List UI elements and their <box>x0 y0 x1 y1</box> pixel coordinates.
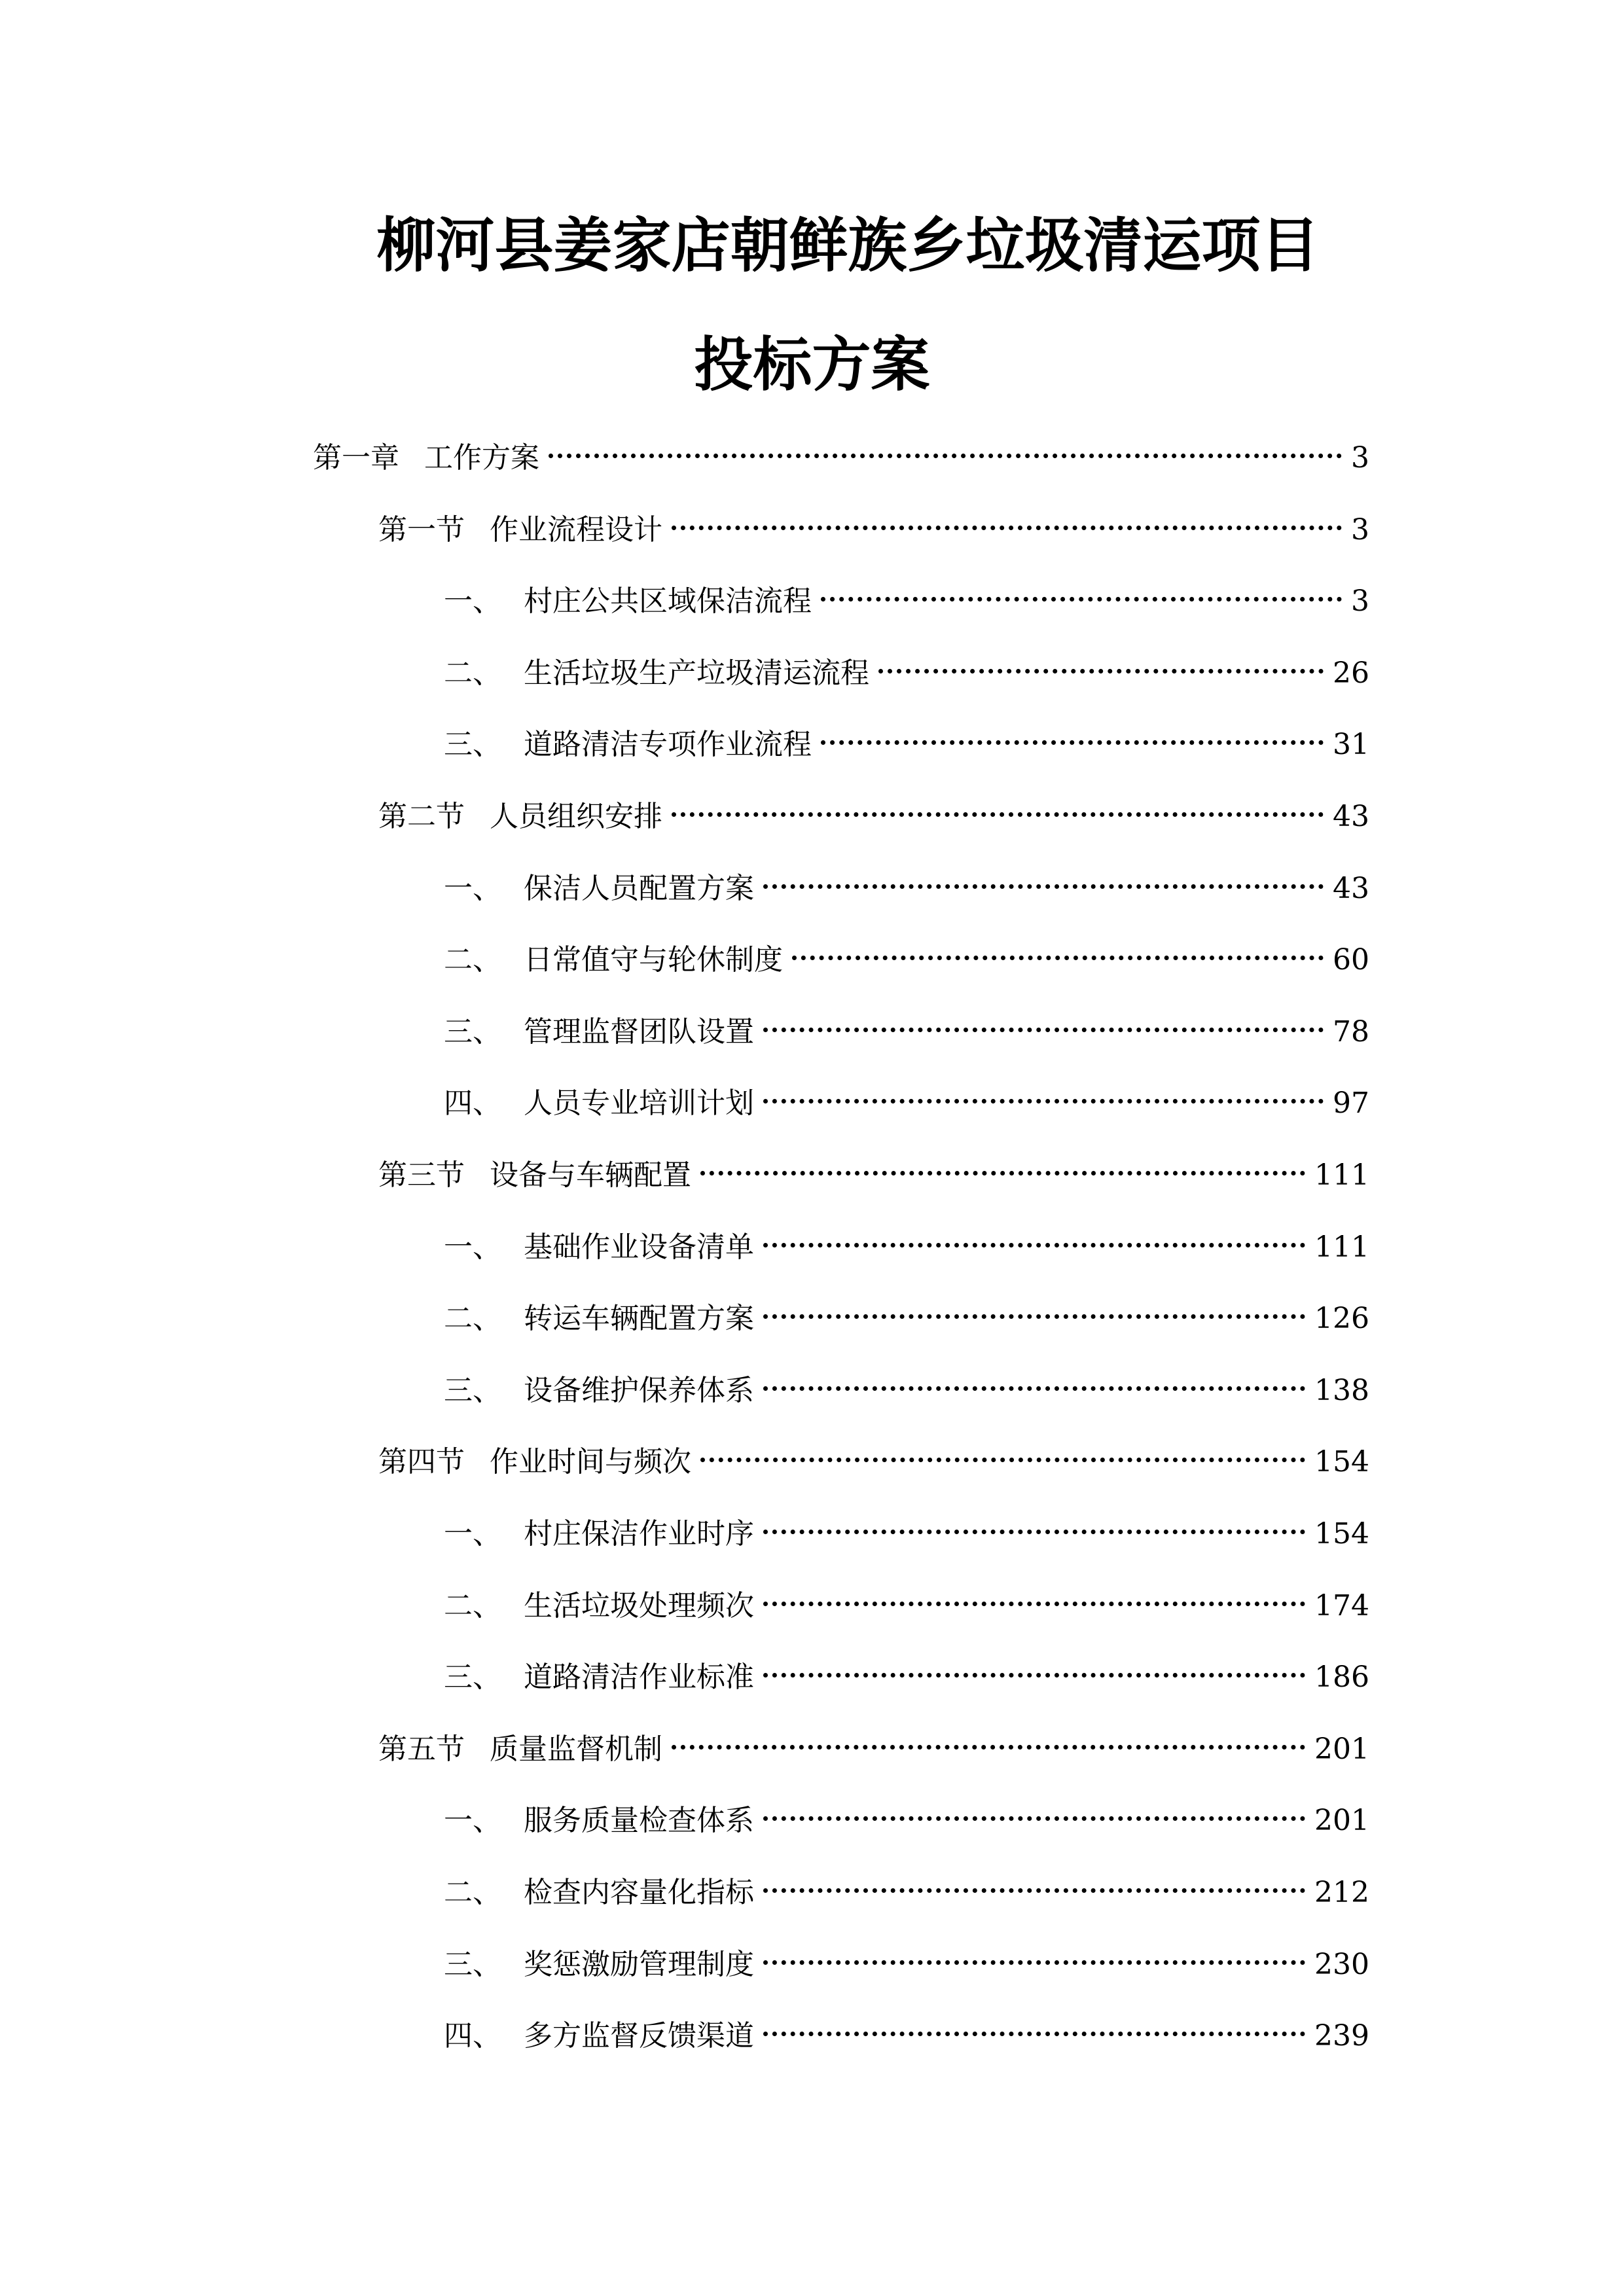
toc-entry-prefix: 二、 <box>444 656 501 690</box>
toc-dot-leader <box>763 1028 1324 1032</box>
toc-entry-title: 人员组织安排 <box>490 800 662 833</box>
toc-entry-title: 基础作业设备清单 <box>524 1230 754 1264</box>
toc-dot-leader <box>763 1960 1305 1965</box>
toc-dot-leader <box>763 1386 1305 1391</box>
toc-entry-prefix: 四、 <box>444 2019 501 2053</box>
toc-entry-prefix: 二、 <box>444 1588 501 1623</box>
toc-entry-prefix: 第二节 <box>378 800 465 833</box>
toc-entry-page-number: 3 <box>1351 441 1369 475</box>
toc-dot-leader <box>792 956 1324 960</box>
toc-entry-prefix: 二、 <box>444 1876 501 1909</box>
toc-entry-prefix: 第一节 <box>378 512 465 547</box>
toc-entry-prefix: 三、 <box>444 728 501 762</box>
toc-dot-leader <box>878 669 1324 673</box>
toc-entry[interactable] <box>378 504 1369 556</box>
toc-entry-title: 设备与车辆配置 <box>490 1158 691 1192</box>
toc-entry-title: 管理监督团队设置 <box>524 1014 754 1049</box>
toc-entry-prefix: 一、 <box>444 1804 501 1838</box>
toc-entry-page-number: 201 <box>1314 1804 1369 1838</box>
toc-entry-prefix: 三、 <box>444 1660 501 1695</box>
toc-entry-title: 多方监督反馈渠道 <box>524 2019 754 2053</box>
toc-entry-prefix: 第四节 <box>378 1445 465 1479</box>
toc-entry-title: 工作方案 <box>424 441 539 475</box>
toc-entry[interactable] <box>444 1651 1369 1704</box>
toc-entry-page-number: 111 <box>1314 1158 1369 1192</box>
toc-entry-prefix: 二、 <box>444 1302 501 1336</box>
toc-entry-title: 服务质量检查体系 <box>524 1804 754 1838</box>
toc-entry[interactable] <box>444 863 1369 915</box>
toc-entry-page-number: 239 <box>1314 2019 1369 2053</box>
toc-entry-page-number: 212 <box>1314 1876 1369 1909</box>
toc-entry[interactable] <box>444 1580 1369 1632</box>
toc-entry[interactable] <box>444 1939 1369 1991</box>
toc-entry[interactable] <box>444 1006 1369 1058</box>
toc-entry-prefix: 第一章 <box>313 441 399 475</box>
toc-entry-prefix: 一、 <box>444 1517 501 1551</box>
toc-entry[interactable] <box>444 719 1369 771</box>
toc-entry-page-number: 154 <box>1314 1445 1369 1479</box>
toc-entry-prefix: 第五节 <box>378 1732 465 1766</box>
toc-entry[interactable] <box>444 1077 1369 1130</box>
toc-entry-page-number: 97 <box>1333 1086 1369 1121</box>
toc-entry-title: 道路清洁作业标准 <box>524 1660 754 1695</box>
toc-entry-page-number: 78 <box>1333 1014 1369 1049</box>
toc-entry[interactable] <box>444 1365 1369 1417</box>
toc-entry[interactable] <box>378 791 1369 843</box>
toc-entry[interactable] <box>444 647 1369 700</box>
toc-entry-page-number: 3 <box>1351 512 1369 547</box>
toc-entry-page-number: 43 <box>1333 800 1369 833</box>
toc-dot-leader <box>821 740 1324 745</box>
toc-dot-leader <box>821 597 1342 601</box>
toc-entry-prefix: 二、 <box>444 943 501 977</box>
toc-entry-prefix: 一、 <box>444 1230 501 1264</box>
toc-entry-page-number: 111 <box>1314 1230 1369 1264</box>
toc-entry-title: 质量监督机制 <box>490 1732 662 1766</box>
toc-entry[interactable] <box>444 1867 1369 1919</box>
toc-dot-leader <box>700 1171 1305 1175</box>
toc-entry-page-number: 230 <box>1314 1947 1369 1981</box>
toc-dot-leader <box>763 1602 1305 1606</box>
toc-entry-page-number: 3 <box>1351 584 1369 619</box>
document-title: 柳河县姜家店朝鲜族乡垃圾清运项目 <box>376 211 1320 280</box>
toc-entry-page-number: 186 <box>1314 1660 1369 1695</box>
toc-entry[interactable] <box>378 1723 1369 1776</box>
toc-dot-leader <box>763 1530 1305 1534</box>
toc-entry[interactable] <box>444 934 1369 986</box>
toc-entry-title: 作业流程设计 <box>490 512 662 547</box>
toc-entry-title: 作业时间与频次 <box>490 1445 691 1479</box>
toc-dot-leader <box>763 1314 1305 1319</box>
toc-dot-leader <box>672 812 1324 817</box>
toc-entry-title: 转运车辆配置方案 <box>524 1302 754 1336</box>
toc-entry-title: 日常值守与轮休制度 <box>524 943 783 977</box>
toc-entry-title: 奖惩激励管理制度 <box>524 1947 754 1981</box>
toc-entry[interactable] <box>378 1436 1369 1488</box>
toc-entry[interactable] <box>444 575 1369 628</box>
toc-entry[interactable] <box>444 1795 1369 1847</box>
toc-dot-leader <box>549 454 1342 458</box>
toc-entry-page-number: 138 <box>1314 1373 1369 1407</box>
toc-entry-page-number: 43 <box>1333 871 1369 905</box>
toc-dot-leader <box>763 2032 1305 2036</box>
document-subtitle: 投标方案 <box>694 331 930 399</box>
toc-dot-leader <box>763 1099 1324 1103</box>
toc-entry-title: 人员专业培训计划 <box>524 1086 754 1121</box>
toc-dot-leader <box>763 1673 1305 1677</box>
toc-entry-page-number: 31 <box>1333 728 1369 762</box>
toc-entry-page-number: 154 <box>1314 1517 1369 1551</box>
toc-entry-title: 生活垃圾生产垃圾清运流程 <box>524 656 869 690</box>
toc-entry-prefix: 四、 <box>444 1086 501 1121</box>
toc-entry-prefix: 三、 <box>444 1014 501 1049</box>
toc-entry-prefix: 第三节 <box>378 1158 465 1192</box>
toc-entry[interactable] <box>444 1293 1369 1345</box>
toc-entry-page-number: 201 <box>1314 1732 1369 1766</box>
toc-dot-leader <box>763 1816 1305 1821</box>
toc-entry-prefix: 一、 <box>444 584 501 619</box>
toc-entry-page-number: 60 <box>1333 943 1369 977</box>
toc-entry[interactable] <box>444 1508 1369 1560</box>
toc-entry-page-number: 174 <box>1314 1588 1369 1623</box>
toc-entry[interactable] <box>378 1149 1369 1202</box>
toc-dot-leader <box>700 1458 1305 1462</box>
toc-entry-title: 生活垃圾处理频次 <box>524 1588 754 1623</box>
toc-dot-leader <box>763 1888 1305 1893</box>
toc-entry[interactable] <box>313 432 1369 484</box>
toc-dot-leader <box>763 884 1324 889</box>
toc-entry-title: 检查内容量化指标 <box>524 1876 754 1909</box>
toc-entry-title: 村庄公共区域保洁流程 <box>524 584 812 619</box>
toc-entry[interactable] <box>444 2010 1369 2062</box>
toc-entry-title: 道路清洁专项作业流程 <box>524 728 812 762</box>
toc-dot-leader <box>763 1243 1305 1247</box>
toc-entry-prefix: 三、 <box>444 1373 501 1407</box>
toc-dot-leader <box>672 526 1342 530</box>
toc-entry-page-number: 126 <box>1314 1302 1369 1336</box>
toc-dot-leader <box>672 1745 1305 1749</box>
toc-entry-title: 保洁人员配置方案 <box>524 871 754 905</box>
toc-entry-page-number: 26 <box>1333 656 1369 690</box>
toc-entry-prefix: 三、 <box>444 1947 501 1981</box>
toc-entry-prefix: 一、 <box>444 871 501 905</box>
toc-entry-title: 设备维护保养体系 <box>524 1373 754 1407</box>
toc-entry[interactable] <box>444 1221 1369 1274</box>
toc-entry-title: 村庄保洁作业时序 <box>524 1517 754 1551</box>
